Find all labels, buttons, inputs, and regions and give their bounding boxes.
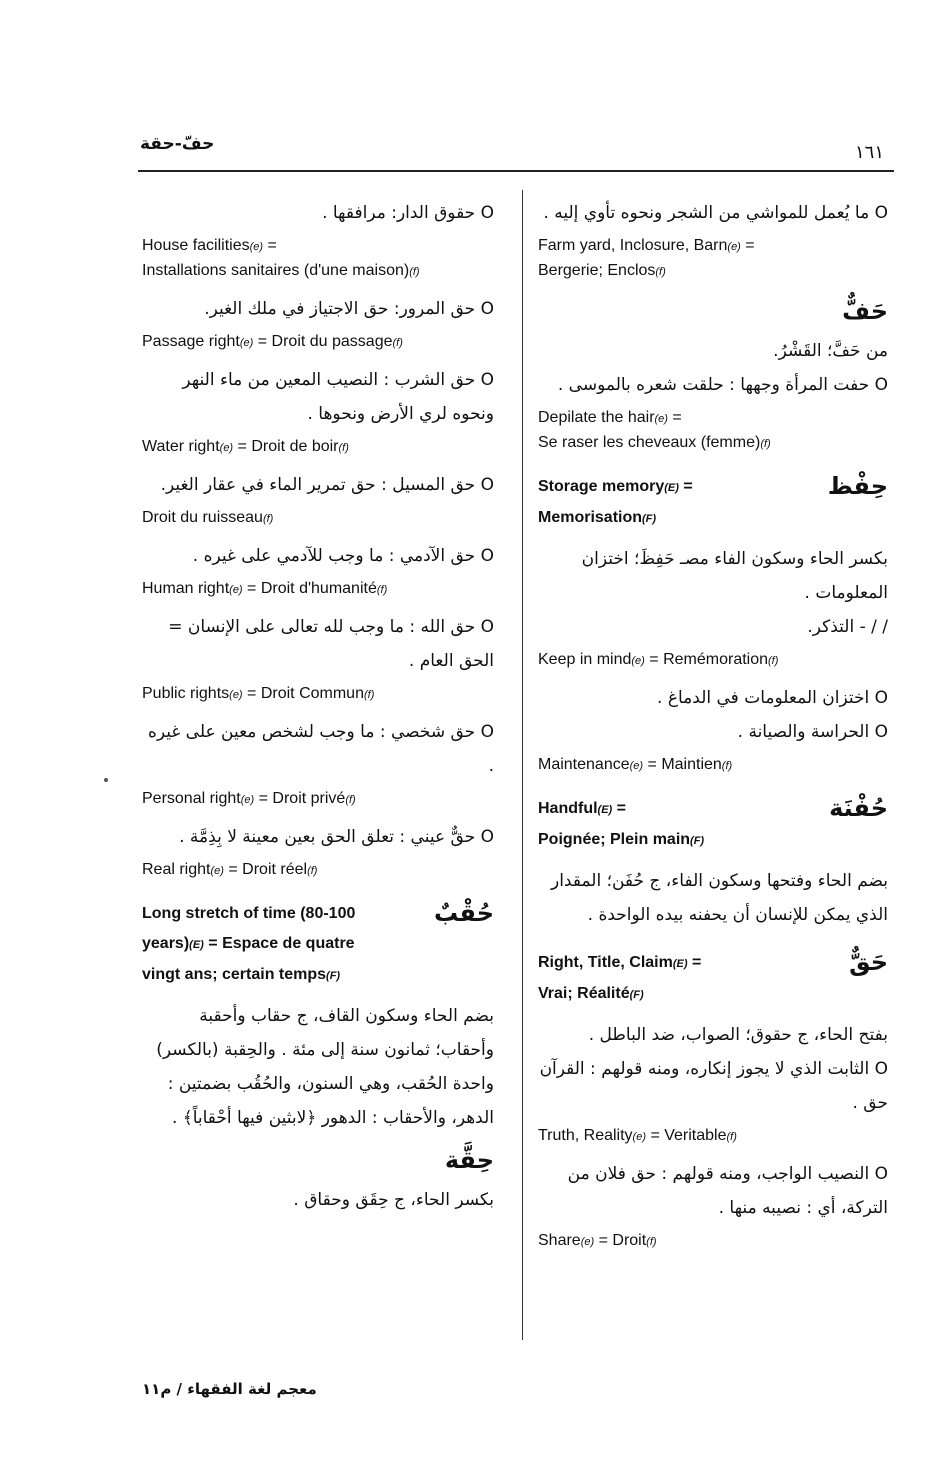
arabic-definition: O النصيب الواجب، ومنه قولهم : حق فلان من التركة، أي : نصيبه منها .: [567, 1164, 888, 1218]
arabic-definition: O حقوق الدار: مرافقها .: [322, 203, 494, 223]
entry-hifz: [538, 472, 888, 534]
header-rule: [138, 170, 894, 172]
column-divider: [522, 190, 523, 1340]
arabic-definition: من حَفَّ؛ القَشْرُ.: [773, 341, 888, 361]
translation: House facilities(e) = Installations sanitaires (d'une maison)(f): [142, 237, 420, 279]
translation: Truth, Reality(e) = Veritable(f): [538, 1127, 737, 1144]
page-number: ١٦١: [854, 142, 884, 163]
translation: Depilate the hair(e) = Se raser les cheveaux (femme)(f): [538, 409, 771, 451]
translation: Public rights(e) = Droit Commun(f): [142, 685, 375, 702]
translation: Share(e) = Droit(f): [538, 1232, 657, 1249]
arabic-definition: O الثابت الذي لا يجوز إنكاره، ومنه قولهم : القرآن حق .: [539, 1059, 888, 1113]
arabic-definition: O ما يُعمل للمواشي من الشجر ونحوه تأوي إليه .: [543, 203, 888, 223]
entry-huqb: [142, 899, 494, 991]
translation: Maintenance(e) = Maintien(f): [538, 756, 733, 773]
translation: Personal right(e) = Droit privé(f): [142, 790, 356, 807]
arabic-definition: بفتح الحاء، ج حقوق؛ الصواب، ضد الباطل .: [588, 1025, 888, 1045]
left-items: [142, 196, 494, 883]
translation: Real right(e) = Droit réel(f): [142, 861, 318, 878]
translation: Human right(e) = Droit d'humanité(f): [142, 580, 388, 597]
headword-haqq: حَقٌّ: [849, 948, 888, 976]
entry-hufna: [538, 794, 888, 856]
entry-definition: Storage memory(E) = Memorisation(F): [538, 478, 693, 526]
arabic-definition: بضم الحاء وسكون القاف، ج حقاب وأحقبة وأحقاب؛ ثمانون سنة إلى مئة . والحِقبة (بالكسر) واحدة الحُقب، وهي السنون، والحُقُب بضمتين : الدهر، والأحقاب : الدهور ﴿لابثين فيها أحْقاباً﴾ .: [156, 1006, 494, 1128]
arabic-definition: O حفت المرأة وجهها : حلقت شعره بالموسى .: [557, 375, 888, 395]
entry-definition: Handful(E) = Poignée; Plein main(F): [538, 800, 705, 848]
translation-rest: = Bergerie; Enclos: [538, 237, 755, 279]
headword-huqb: حُقْبٌ: [434, 899, 494, 927]
left-column: [142, 196, 494, 1217]
arabic-definition: O حق المرور: حق الاجتياز في ملك الغير.: [204, 299, 494, 319]
entry-definition: Right, Title, Claim(E) = Vrai; Réalité(F): [538, 954, 702, 1002]
translation: Droit du ruisseau(f): [142, 509, 274, 526]
arabic-definition: O الحراسة والصيانة .: [737, 722, 888, 742]
translation: Water right(e) = Droit de boir(f): [142, 438, 349, 455]
arabic-definition: بكسر الحاء، ج حِقَق وحقاق .: [293, 1190, 494, 1210]
translation: Passage right(e) = Droit du passage(f): [142, 333, 403, 350]
arabic-definition: O حق الشرب : النصيب المعين من ماء النهر ونحوه لري الأرض ونحوها .: [182, 370, 494, 424]
arabic-definition: O حق شخصي : ما وجب لشخص معين على غيره .: [147, 722, 494, 776]
headword-hufna: حُفْنَة: [829, 794, 888, 822]
right-column: [538, 196, 888, 1262]
headword-hifz: حِفْظ: [827, 472, 888, 500]
arabic-definition: بضم الحاء وفتحها وسكون الفاء، ج حُفَن؛ المقدار الذي يمكن للإنسان أن يحفنه بيده الواحدة .: [550, 871, 888, 925]
running-title: حفّ-حقة: [140, 134, 215, 154]
arabic-definition: / / - التذكر.: [807, 617, 888, 637]
arabic-definition: O حق المسيل : حق تمرير الماء في عقار الغير.: [160, 475, 494, 495]
headword-hiqqa: حِقَّة: [444, 1146, 494, 1174]
arabic-definition: O حق الآدمي : ما وجب للآدمي على غيره .: [192, 546, 494, 566]
arabic-definition: O حق الله : ما وجب لله تعالى على الإنسان = الحق العام .: [168, 617, 494, 671]
arabic-definition: O اختزان المعلومات في الدماغ .: [657, 688, 888, 708]
entry-haqq: [538, 948, 888, 1010]
translation: Farm yard, Inclosure, Barn(e) = Bergerie; Enclos(f): [538, 237, 755, 279]
arabic-definition: بكسر الحاء وسكون الفاء مصـ حَفِظَ؛ اختزان المعلومات .: [581, 549, 888, 603]
footer-title: معجم لغة الفقهاء / م١١: [142, 1380, 317, 1398]
headword-haff: حَفٌّ: [842, 297, 888, 325]
arabic-definition: O حقٌّ عيني : تعلق الحق بعين معينة لا بِذِمَّة .: [179, 827, 494, 847]
entry-definition: Long stretch of time (80-100 years)(E) = Espace de quatre vingt ans; certain temps(F): [142, 905, 356, 983]
translation: Keep in mind(e) = Remémoration(f): [538, 651, 779, 668]
scan-speck: [104, 778, 108, 782]
